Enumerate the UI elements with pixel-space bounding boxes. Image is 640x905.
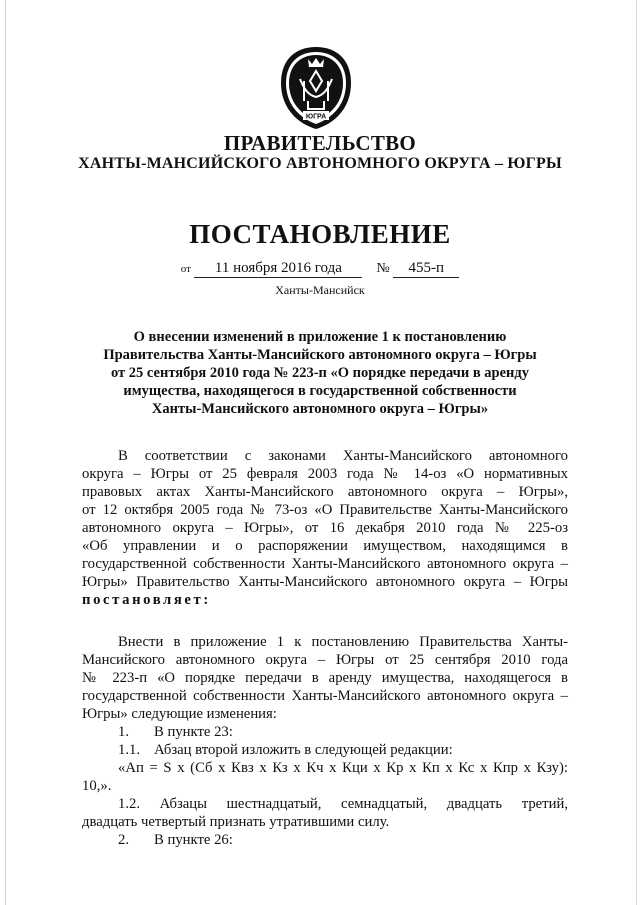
preamble-line: от 12 октября 2005 года № 73-оз «О Правительстве Ханты-Мансийского [82,502,568,518]
item-1-2-line: 1.2. Абзацы шестнадцатый, семнадцатый, двадцать третий, [118,796,568,812]
document-title [80,328,560,418]
title-line: имущества, находящегося в государственной собственности [123,383,517,399]
city-name: Ханты-Мансийск [275,283,365,297]
item-1 [82,723,568,741]
resolves-word: постановляет: [82,592,211,608]
document-number: 455-п [393,260,459,278]
item-number: 1. [118,724,130,740]
preamble-line: правовых актах Ханты-Мансийского автономного округа – Югры», [82,484,568,500]
title-line: Ханты-Мансийского автономного округа – Югры» [151,401,489,417]
emblem-text: ЮГРА [305,113,327,121]
preamble-line: Югры» Правительство Ханты-Мансийского автономного округа – Югры [82,574,568,590]
item-number: 2. [118,832,130,848]
item-text: В пункте 23: [154,724,233,740]
item-text: В пункте 26: [154,832,233,848]
preamble-line: автономного округа – Югры», от 16 декабря 2010 года № 225-оз [82,520,568,536]
item-text: Абзац второй изложить в следующей редакции: [154,742,453,758]
item-1-2-line: двадцать четвертый признать утратившими силу. [82,814,390,830]
document-date: 11 ноября 2016 года [194,260,362,278]
preamble-line: округа – Югры от 25 февраля 2003 года № 14-оз «О нормативных [82,466,568,482]
number-prefix: № [376,261,390,276]
main-text-line: Внести в приложение 1 к постановлению Правительства Ханты- [118,634,568,650]
preamble-line: В соответствии с законами Ханты-Мансийского автономного [118,448,568,464]
main-text-line: № 223-п «О порядке передачи в аренду имущества, находящегося в [82,670,568,686]
document-body [82,447,568,849]
preamble-line: «Об управлении и о распоряжении имуществом, находящимся в [82,538,568,554]
government-name-line1: ПРАВИТЕЛЬСТВО [223,131,417,155]
main-text-line: Югры» следующие изменения: [82,706,277,722]
date-number-line [0,260,640,278]
formula-line: «Ап = S x (Сб x Квз x Кз x Кч x Кци x Кр x Кп x Кс x Кпр x Кзу): [118,760,568,776]
formula-line: 10,». [82,778,112,794]
title-line: от 25 сентября 2010 года № 223-п «О порядке передачи в аренду [110,365,529,381]
preamble-line: государственной собственности Ханты-Мансийского автономного округа – [82,556,568,572]
title-line: Правительства Ханты-Мансийского автономного округа – Югры [103,347,537,363]
date-prefix: от [180,263,191,275]
item-1-1 [82,741,568,759]
coat-of-arms-emblem [278,45,354,131]
title-line: О внесении изменений в приложение 1 к постановлению [133,329,507,345]
government-name-line2: ХАНТЫ-МАНСИЙСКОГО АВТОНОМНОГО ОКРУГА – ЮГРЫ [78,155,562,172]
main-text-line: Мансийского автономного округа – Югры от 25 сентября 2010 года [82,652,568,668]
item-number: 1.1. [118,742,141,758]
document-type: ПОСТАНОВЛЕНИЕ [189,219,451,249]
main-text-line: государственной собственности Ханты-Мансийского автономного округа – [82,688,568,704]
item-2 [82,831,568,849]
